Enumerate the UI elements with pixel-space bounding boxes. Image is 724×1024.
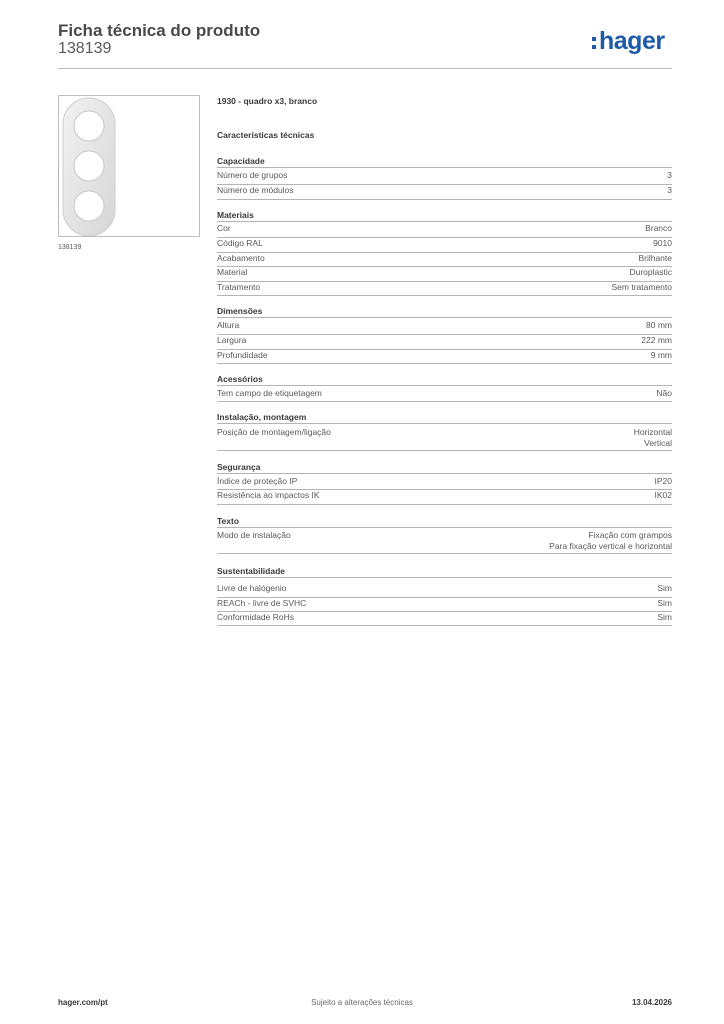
spec-row: [217, 253, 672, 267]
footer-website-link[interactable]: hager.com/pt: [58, 998, 108, 1007]
spec-value: Branco: [645, 223, 672, 233]
spec-label: Altura: [217, 320, 240, 330]
spec-label: Cor: [217, 223, 231, 233]
image-caption: 138139: [58, 244, 82, 251]
header-divider: [58, 68, 672, 69]
spec-value: Sim: [657, 583, 672, 593]
spec-value: Vertical: [644, 438, 672, 448]
spec-label: Posição de montagem/ligação: [217, 427, 331, 437]
section-title-materiais: Materiais: [217, 210, 672, 222]
spec-value: Sim: [657, 612, 672, 622]
spec-row: [217, 170, 672, 185]
spec-row: [217, 427, 672, 451]
spec-value: Sem tratamento: [611, 282, 672, 292]
spec-row: [217, 282, 672, 296]
spec-label: Livre de halógenio: [217, 583, 287, 593]
product-code: 138139: [58, 40, 112, 57]
frame-illustration: [59, 96, 199, 236]
section-title-capacidade: Capacidade: [217, 156, 672, 168]
spec-value: 222 mm: [641, 335, 672, 345]
spec-value: Duroplastic: [629, 267, 672, 277]
product-image: [58, 95, 200, 237]
spec-row: [217, 223, 672, 238]
spec-value: 9010: [653, 238, 672, 248]
spec-label: Número de grupos: [217, 170, 288, 180]
spec-value: IK02: [654, 490, 672, 500]
footer-date: 13.04.2026: [631, 998, 672, 1007]
spec-label: REACh - livre de SVHC: [217, 598, 307, 608]
spec-value: 3: [667, 170, 672, 180]
spec-value: IP20: [654, 476, 672, 486]
section-title-sustentabilidade: Sustentabilidade: [217, 566, 672, 578]
spec-value: Horizontal: [633, 427, 672, 437]
spec-label: Tratamento: [217, 282, 261, 292]
spec-value: Brilhante: [638, 253, 672, 263]
spec-label: Modo de instalação: [217, 530, 291, 540]
footer-notice: Sujeito a alterações técnicas: [311, 998, 413, 1007]
spec-value: Sim: [657, 598, 672, 608]
section-title-seguranca: Segurança: [217, 462, 672, 474]
spec-value: Fixação com grampos: [588, 530, 672, 540]
spec-label: Material: [217, 267, 248, 277]
page-title: Ficha técnica do produto: [58, 21, 261, 40]
spec-value: 9 mm: [650, 350, 672, 360]
frame-opening-bottom: [74, 191, 104, 221]
brand-logo[interactable]: [592, 26, 665, 56]
spec-value: Para fixação vertical e horizontal: [549, 541, 672, 551]
spec-row: [217, 388, 672, 402]
frame-opening-top: [74, 111, 104, 141]
product-name: 1930 - quadro x3, branco: [217, 96, 318, 106]
spec-heading: Características técnicas: [217, 130, 315, 140]
section-title-dimensoes: Dimensões: [217, 306, 672, 318]
spec-row: [217, 238, 672, 253]
section-title-acessorios: Acessórios: [217, 374, 672, 386]
frame-opening-middle: [74, 151, 104, 181]
spec-row: [217, 350, 672, 364]
logo-mark-icon: [592, 35, 597, 50]
spec-label: Resistência ao impactos IK: [217, 490, 320, 500]
spec-row: [217, 490, 672, 505]
spec-label: Acabamento: [217, 253, 265, 263]
spec-row: [217, 598, 672, 612]
spec-label: Código RAL: [217, 238, 263, 248]
spec-row: [217, 612, 672, 626]
spec-row: [217, 530, 672, 554]
spec-value: 80 mm: [646, 320, 672, 330]
spec-row: [217, 335, 672, 350]
spec-label: Número de módulos: [217, 185, 294, 195]
spec-row: [217, 476, 672, 490]
spec-value: 3: [667, 185, 672, 195]
spec-label: Índice de proteção IP: [217, 476, 298, 486]
spec-label: Conformidade RoHs: [217, 612, 295, 622]
spec-label: Profundidade: [217, 350, 268, 360]
spec-value: Não: [656, 388, 672, 398]
spec-label: Tem campo de etiquetagem: [217, 388, 322, 398]
spec-row: [217, 320, 672, 335]
logo-text: hager: [599, 27, 665, 55]
spec-row: [217, 583, 672, 598]
spec-row: [217, 185, 672, 200]
spec-label: Largura: [217, 335, 247, 345]
section-title-instalacao: Instalação, montagem: [217, 412, 672, 424]
spec-row: [217, 267, 672, 282]
section-title-texto: Texto: [217, 516, 672, 528]
